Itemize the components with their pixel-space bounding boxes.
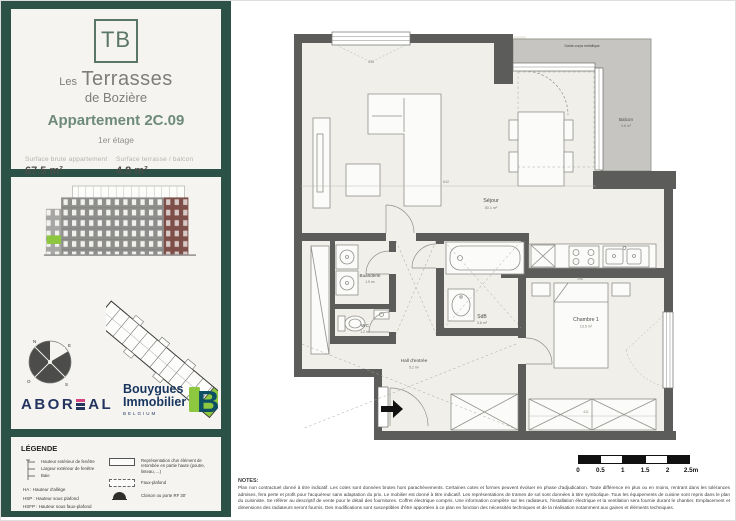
building-elevation — [44, 185, 196, 263]
aboreal-logo — [21, 396, 113, 413]
aboreal-e-glyph — [76, 399, 85, 411]
stat-surface-brute: Surface brute appartement 67.5 m² — [25, 156, 108, 177]
scale-bar-labels: 0 0.5 1 1.5 2 2.5m — [576, 467, 699, 474]
floor-plan — [286, 6, 691, 441]
legend-abbreviations: HA : Hauteur d'allège HSP : Hauteur sous plafond HSFP : Hauteur sous faux-plafond — [23, 487, 92, 510]
compass-n: N — [33, 339, 37, 344]
false-ceiling-symbol — [109, 479, 135, 487]
bouygues-logo — [123, 383, 222, 416]
dim-window: 435 — [367, 60, 375, 64]
notes-title: NOTES: — [238, 478, 259, 484]
garde-corps-label: Garde-corps métallique — [564, 44, 600, 48]
apartment-title: Appartement 2C.09 — [47, 112, 185, 129]
room-label-balcon: Balcon — [618, 117, 634, 122]
scale-bar — [578, 455, 698, 477]
bouygues-line1: Bouygues — [123, 382, 184, 396]
room-area-sejour: 30.1 m² — [484, 206, 498, 210]
compass-icon — [21, 333, 79, 391]
stat-surface-terrasse: Surface terrasse / balcon 4.8 m² — [116, 156, 194, 177]
project-name — [11, 69, 221, 92]
legend-title: LÉGENDE — [21, 444, 58, 453]
svg-text:B: B — [197, 383, 220, 416]
room-area-wc: 1.2 m² — [360, 330, 370, 334]
dim-sejour: 642 — [442, 180, 450, 184]
room-area-balcon: 4.8 m² — [620, 124, 632, 128]
bouygues-line2: Immobilier — [123, 395, 187, 409]
tb-logo: TB — [94, 19, 138, 63]
room-area-buanderie: 1.9 m² — [365, 280, 375, 284]
notes-text: Plan non contractuel donné à titre indicatif. Les cotes sont données brutes hors parachèvements. Certaines cotes et formes peuvent évoluer en phase d'adjudication. Toute différence en plus ou en moins, rentrant dans les tolérances admises, fera perte et profit pour l'acquéreur sans adaptation du prix. Le mobilier est donné à titre indicatif. Les représentations de trames de sol sont données à titre symbolique. Tous les équipements de cuisine sont repris dans le plan du cuisiniste. Se référer au descriptif de vente pour le détail des fournitures. Coffret électrique compris. Une information complète sur les radiateurs, l'installation électrique et la ventilation sera fournie durant le chantier. Emplacement et dimensions des radiateurs seront fournis. Des modifications sont susceptibles d'être apportées à ce plan en fonction des nécessités techniques et de la réalisation notamment aux gaines et éléments techniques. — [238, 485, 730, 511]
compass-e: E — [68, 343, 72, 348]
notes — [238, 478, 730, 512]
project-main: Terrasses — [81, 68, 173, 90]
dim-bottom: 411 — [583, 410, 589, 414]
compass-s: S — [65, 382, 69, 387]
aboreal-text-1: ABO — [21, 396, 62, 413]
room-label-wc: WC — [361, 324, 369, 329]
room-label-sdb: SdB — [477, 314, 487, 320]
scale-bar-segments — [578, 455, 698, 464]
bouygues-mark-icon — [188, 384, 222, 416]
project-prefix: Les — [59, 76, 78, 88]
fire-door-label: Cloison ou porte RF 30' — [141, 493, 187, 498]
dim-chambre: 296 — [577, 277, 583, 281]
floor-label: 1er étage — [98, 135, 134, 145]
room-label-buanderie: Buanderie — [359, 273, 381, 278]
beam-label: Représentation d'un élément de retombée en partie haute (poutre, linteau, ...) — [141, 458, 206, 474]
room-label-sejour: Séjour — [483, 198, 499, 204]
window-dim-labels: Hauteur extérieur de fenêtre Largeur extérieur de fenêtre Baie — [41, 459, 95, 478]
beam-symbol — [109, 458, 135, 466]
title-card — [11, 9, 221, 177]
compass-o: O — [27, 379, 31, 384]
aboreal-text-3: AL — [88, 396, 114, 413]
bouygues-country: BELGIUM — [123, 411, 158, 416]
room-label-chambre: Chambre 1 — [573, 317, 599, 323]
room-area-sdb: 3.6 m² — [476, 321, 488, 325]
room-label-hall: Hall d'entrée — [400, 359, 428, 364]
legend-card — [11, 437, 221, 511]
window-dim-diagram — [23, 458, 41, 482]
fire-door-icon-bar — [112, 499, 127, 500]
project-suffix: de Bozière — [84, 90, 148, 105]
location-card — [11, 177, 221, 429]
room-area-hall: 5.2 m² — [409, 365, 419, 370]
aboreal-text-2: R — [61, 396, 76, 413]
false-ceiling-label: Faux-plafond — [141, 480, 167, 485]
room-area-chambre: 13.5 m² — [579, 324, 593, 329]
sidebar — [1, 1, 231, 517]
